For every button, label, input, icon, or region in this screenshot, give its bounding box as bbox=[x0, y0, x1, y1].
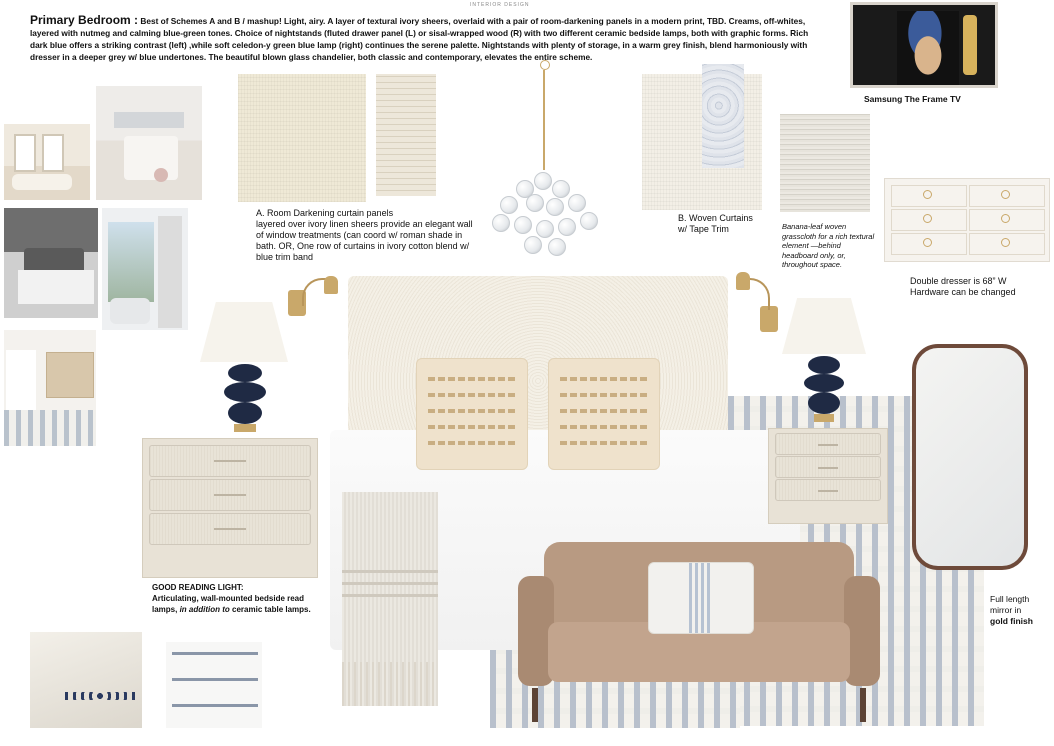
left-throw-pillow bbox=[416, 358, 528, 470]
frame-tv-image bbox=[850, 2, 998, 88]
tape-trim-swatch bbox=[702, 64, 744, 168]
gray-bedroom-photo bbox=[4, 208, 98, 318]
mirror-line1: Full length bbox=[990, 594, 1030, 604]
mirror-label bbox=[990, 594, 1033, 627]
grasscloth-caption: Banana-leaf woven grasscloth for a rich textural element —behind headboard only, or, throughout space. bbox=[782, 222, 875, 270]
right-throw-pillow bbox=[548, 358, 660, 470]
sideboard-photo bbox=[4, 330, 96, 446]
throw-blanket bbox=[342, 492, 438, 706]
reading-light-note bbox=[152, 582, 322, 615]
left-wall-sconce bbox=[288, 270, 344, 350]
bedroom-inspiration-photo bbox=[96, 86, 202, 200]
curtain-b-label bbox=[678, 213, 753, 235]
reading-light-title: GOOD READING LIGHT: bbox=[152, 583, 244, 592]
dresser-width: Double dresser is 68” W bbox=[910, 276, 1007, 286]
fluted-nightstand bbox=[142, 438, 318, 578]
reading-light-body: Articulating, wall-mounted bedside read lamps, bbox=[152, 594, 305, 614]
scheme-description: Best of Schemes A and B / mashup! Light, airy. A layer of textural ivory sheers, overlaid with a pair of room-darkening panels in a modern print, TBD. Creams, off-whites, layered with nutmeg and calming blue-green tones. Choice of nightstands (fluted drawer panel (L) or sisal-wrapped wood (R) with two different ceramic bedside lamps, both with graphic forms. Rich dark blue offers a striking contrast (left) ,while soft celedon-y green blue lamp (right) continues the serene palette. Nightstands with plenty of storage, in a warm grey finish, blend harmoniously with dresser in a deeper grey w/ blue undertones. The beautiful blown glass chandelier, both classic and contemporary, elevates the entire scheme. bbox=[30, 16, 809, 62]
page-title: Primary Bedroom : bbox=[30, 13, 139, 27]
tv-caption: Samsung The Frame TV bbox=[864, 94, 961, 104]
full-length-mirror bbox=[912, 344, 1028, 570]
double-dresser bbox=[884, 178, 1050, 262]
sisal-nightstand bbox=[768, 428, 888, 524]
navy-ceramic-lamp bbox=[200, 302, 290, 438]
curtain-b-line2: w/ Tape Trim bbox=[678, 224, 729, 234]
curtain-b-line1: B. Woven Curtains bbox=[678, 213, 753, 223]
linen-sheer-swatch bbox=[238, 74, 366, 202]
grasscloth-swatch bbox=[780, 114, 870, 212]
mirror-line2: mirror in bbox=[990, 605, 1022, 615]
velvet-settee bbox=[518, 542, 880, 724]
sitting-room-photo bbox=[4, 124, 90, 200]
pom-trim-bedding-photo bbox=[30, 632, 142, 728]
mirror-finish: gold finish bbox=[990, 616, 1033, 626]
stripe-sheer-swatch bbox=[376, 74, 436, 196]
curtain-a-label bbox=[256, 208, 478, 263]
intro-paragraph bbox=[30, 14, 810, 63]
dresser-hardware: Hardware can be changed bbox=[910, 287, 1016, 297]
chandelier bbox=[488, 60, 600, 260]
curtain-a-body: layered over ivory linen sheers provide an elegant wall of window treatments (can coord w/ roman shade in bath. OR, One row of curtains in ivory cotton blend w/ blue trim band bbox=[256, 219, 473, 262]
dresser-label bbox=[910, 276, 1016, 298]
reading-light-emphasis: in addition to bbox=[179, 605, 230, 614]
curtain-a-title: A. Room Darkening curtain panels bbox=[256, 208, 394, 218]
reading-light-body-end: ceramic table lamps. bbox=[229, 605, 311, 614]
striped-sheets-photo bbox=[166, 642, 262, 728]
blue-ceramic-lamp bbox=[782, 298, 868, 426]
window-view-photo bbox=[102, 208, 188, 330]
brand-tagline: INTERIOR DESIGN bbox=[470, 2, 530, 8]
